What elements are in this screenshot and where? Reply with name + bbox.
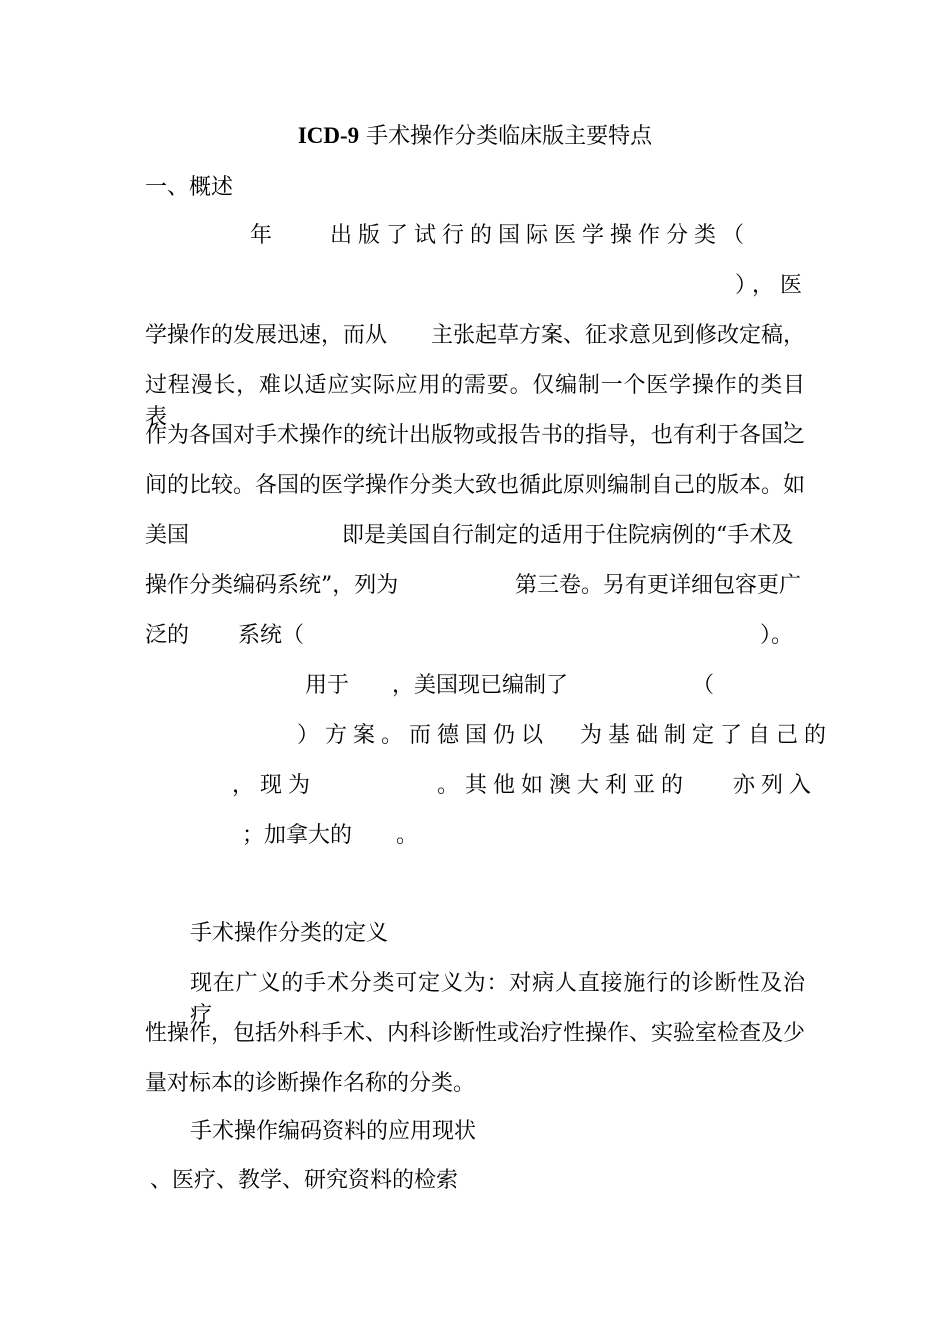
section-heading-definition: 手术操作分类的定义 <box>190 921 389 946</box>
p1-line8-start: 操作分类编码系统”，列为 <box>145 573 399 598</box>
p2-line1-c: （ <box>692 673 715 698</box>
p1-line7-end: 即是美国自行制定的适用于住院病例的“手术及 <box>342 523 794 548</box>
title-text: 手术操作分类临床版主要特点 <box>366 124 653 149</box>
p1-line6: 间的比较。各国的医学操作分类大致也循此原则编制自己的版本。如 <box>145 473 806 498</box>
p2-line1-a: 用于 <box>305 673 350 698</box>
p1-published: 出版了试行的国际医学操作分类（ <box>330 223 751 248</box>
p1-line4: 过程漫长，难以适应实际应用的需要。仅编制一个医学操作的类目表， <box>145 373 805 430</box>
p2-line3-c: 亦列入 <box>733 773 818 798</box>
definition-line1: 现在广义的手术分类可定义为：对病人直接施行的诊断性及治疗 <box>190 971 805 1028</box>
p1-line5: 作为各国对手术操作的统计出版物或报告书的指导，也有利于各国之 <box>145 423 806 448</box>
p2-line1-b: ，美国现已编制了 <box>392 673 569 698</box>
p1-line9-end: ）。 <box>760 623 794 648</box>
p1-line9-start: 泛的 <box>145 623 190 648</box>
p2-line2-a: ）方案。而德国仍以 <box>297 723 550 748</box>
definition-line2: 性操作，包括外科手术、内科诊断性或治疗性操作、实验室检查及少 <box>145 1021 806 1046</box>
p1-line8-end: 第三卷。另有更详细包容更广 <box>515 573 802 598</box>
p1-year: 年 <box>250 223 273 248</box>
status-item-1: 、医疗、教学、研究资料的检索 <box>150 1168 459 1193</box>
section-heading-overview: 一、概述 <box>145 175 234 200</box>
p1-close-paren: ），医 <box>735 273 809 298</box>
p1-line3: 学操作的发展迅速，而从 主张起草方案、征求意见到修改定稿， <box>145 323 806 348</box>
p1-line9-mid: 系统（ <box>238 623 305 648</box>
title-code: ICD-9 <box>297 123 360 148</box>
p2-line4: ；加拿大的 。 <box>242 823 419 848</box>
section-heading-status: 手术操作编码资料的应用现状 <box>190 1119 477 1144</box>
document-title <box>0 120 950 153</box>
definition-line3: 量对标本的诊断操作名称的分类。 <box>145 1071 476 1096</box>
p2-line2-b: 为基础制定了自己的 <box>580 723 833 748</box>
p1-line7-start: 美国 <box>145 523 190 548</box>
p2-line3-b: 。其他如澳大利亚的 <box>437 773 690 798</box>
p2-line3-a: ，现为 <box>232 773 317 798</box>
